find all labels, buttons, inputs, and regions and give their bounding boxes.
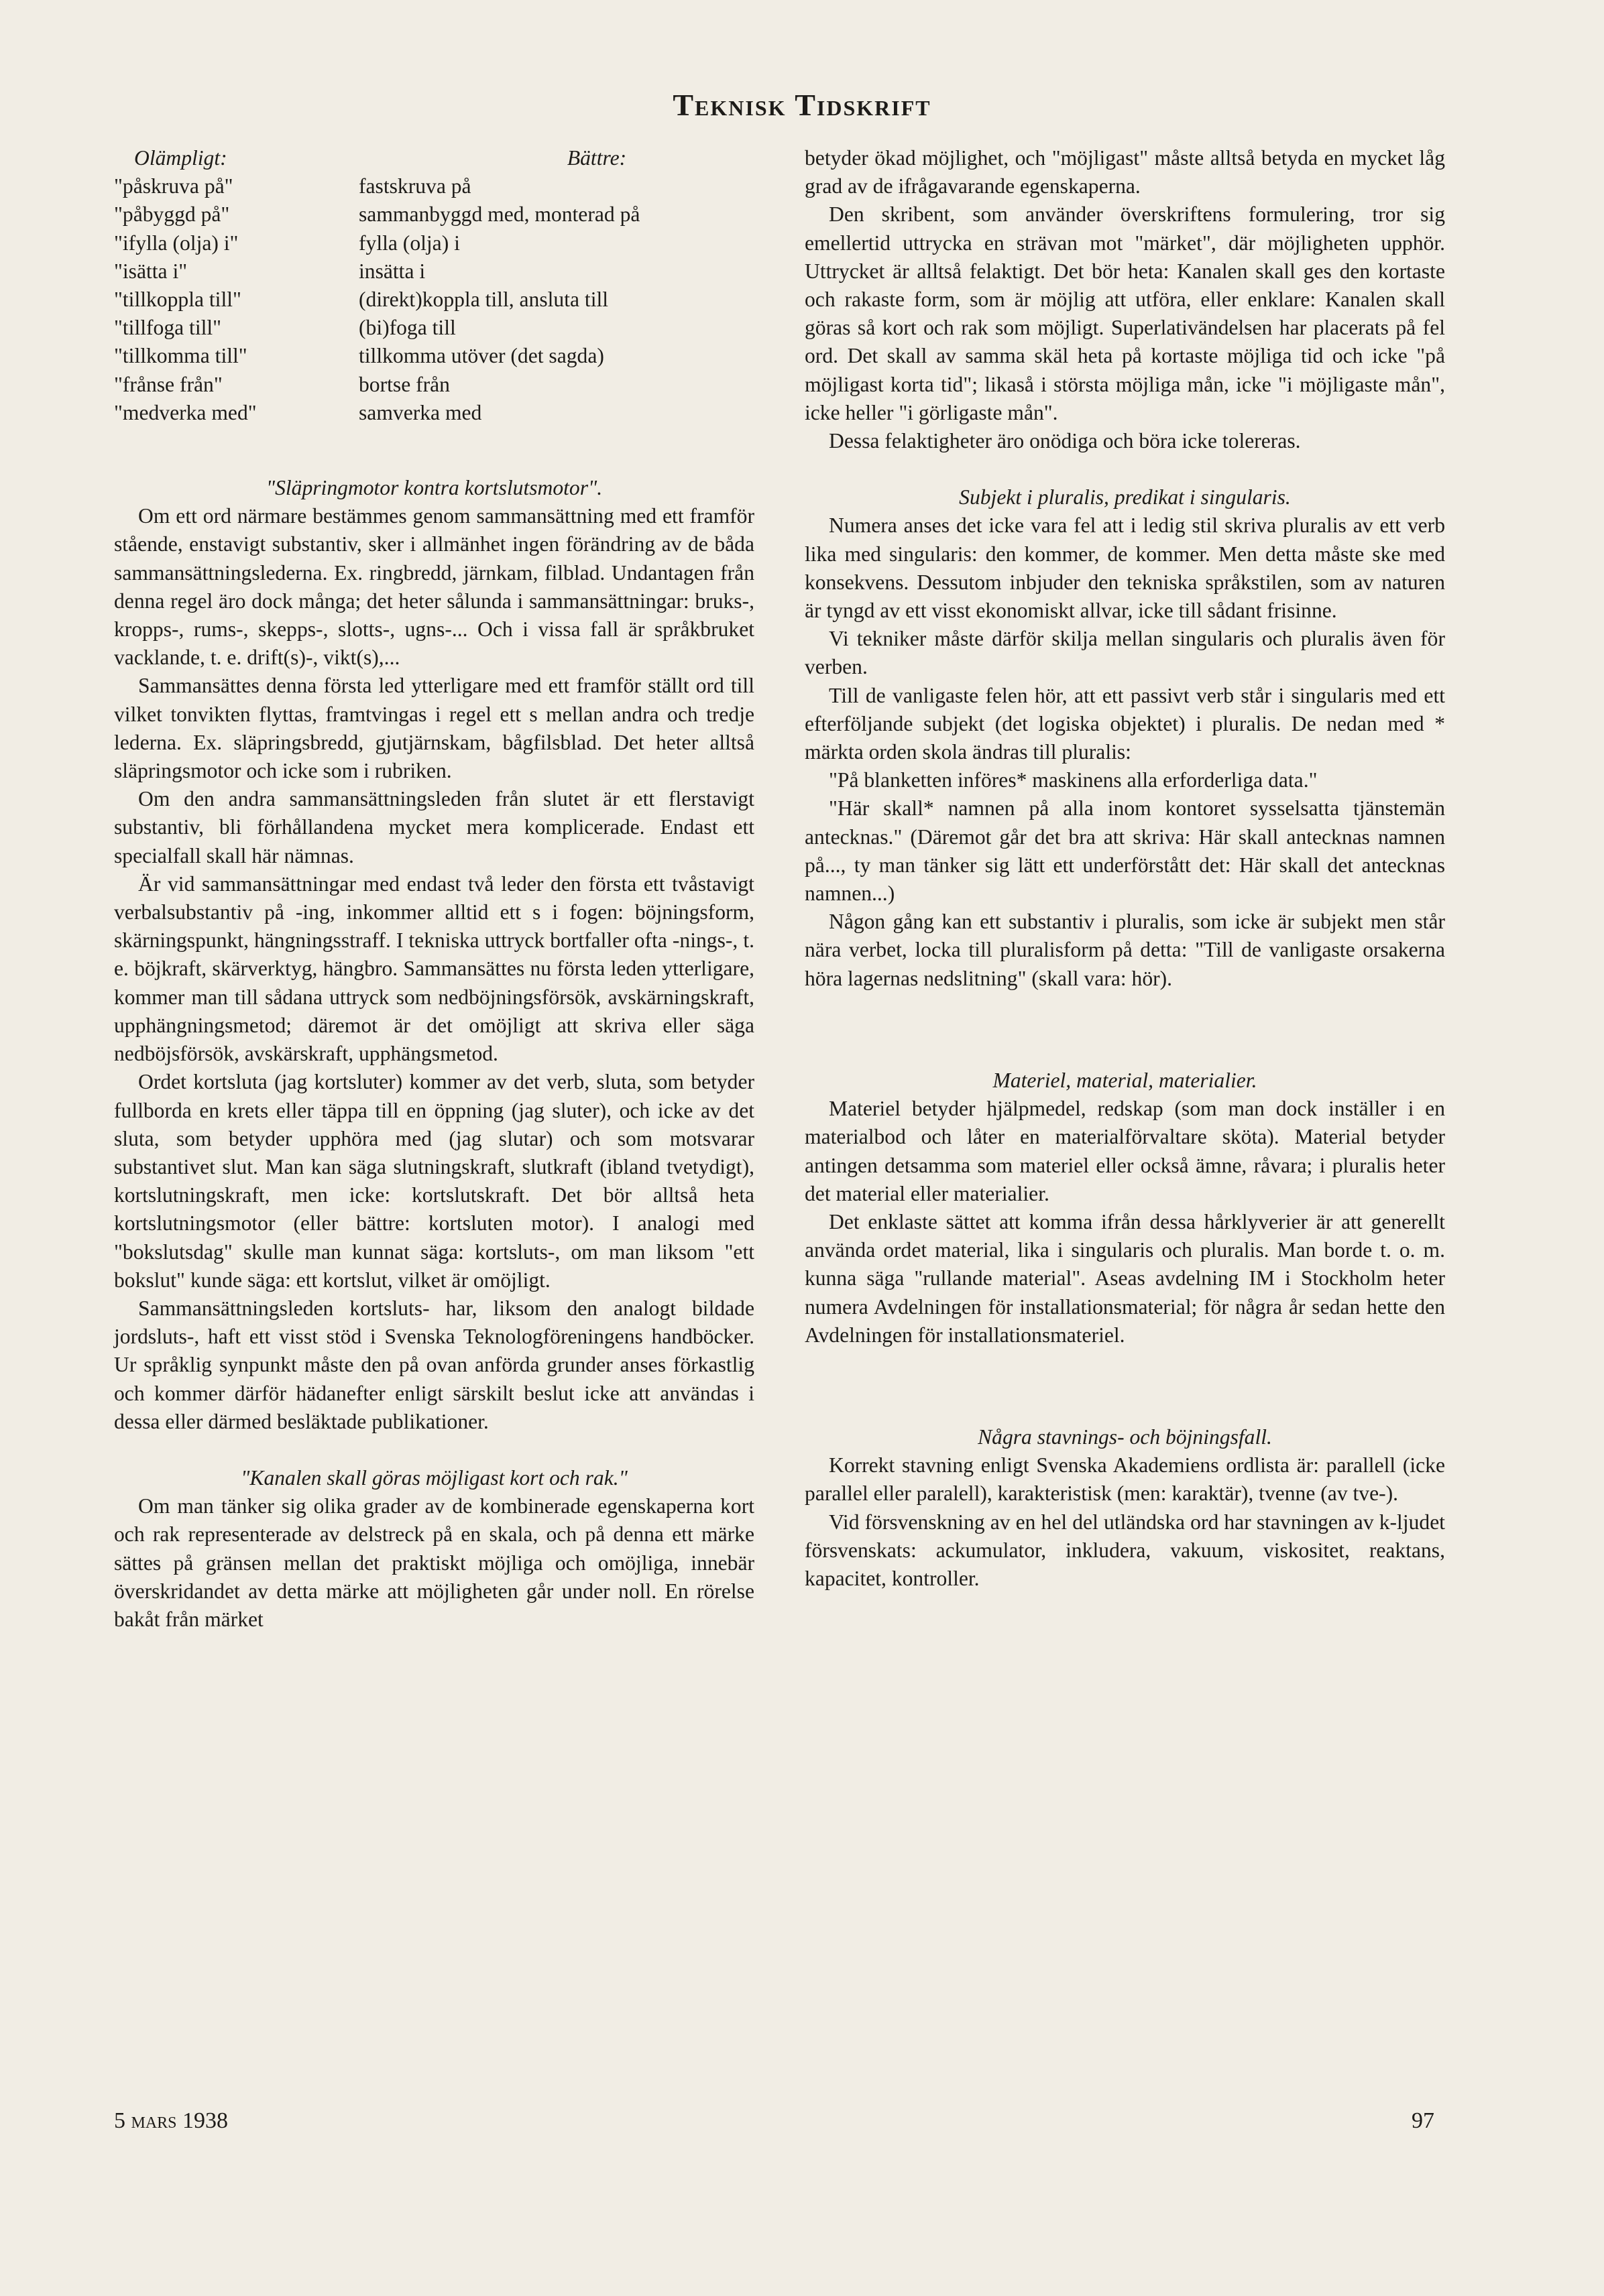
table-cell: insätta i <box>359 259 426 283</box>
table-cell: "påbyggd på" <box>114 202 230 227</box>
table-cell: "tillfoga till" <box>114 316 222 340</box>
paragraph: Ordet kortsluta (jag kortsluter) kommer av det verb, sluta, som betyder fullborda en krets eller täppa till en öppning (jag sluter), och icke av det sluta, som betyder upphöra med (jag slutar) och som motsvarar substantivet slut. Man kan säga slutningskraft, slutkraft (ibland tvetydigt), kortslutningskraft, men icke: kortslutskraft. Det bör alltså heta kortslutningsmotor (eller bättre: kortsluten motor). I analogi med "bokslutsdag" skulle man kunnat säga: kortsluts-, om man liksom "ett bokslut" kunde säga: ett kortslut, vilket är omöjligt. <box>114 1070 754 1292</box>
paragraph: Sammansättningsleden kortsluts- har, liksom den analogt bildade jordsluts-, haft ett visst stöd i Svenska Teknologföreningens handböcker. Ur språklig synpunkt måste den på ovan anförda grunder anses förkastlig och kommer därför hädanefter enligt särskilt beslut icke att användas i dessa eller därmed besläktade publikationer. <box>114 1296 754 1433</box>
footer-date: 5 mars 1938 <box>114 2108 229 2133</box>
section-title: "Kanalen skall göras möjligast kort och rak." <box>241 1465 628 1490</box>
journal-header: Teknisk Tidskrift <box>673 88 931 122</box>
table-cell: "medverka med" <box>114 400 257 424</box>
table-cell: fylla (olja) i <box>359 231 460 255</box>
paragraph: Om den andra sammansättningsleden från slutet är ett flerstavigt substantiv, bli förhållandena mycket mera komplicerade. Endast ett specialfall skall här nämnas. <box>114 787 754 867</box>
paragraph: Det enklaste sättet att komma ifrån dessa hårklyverier är att generellt använda ordet material, lika i singularis och pluralis. Man borde t. o. m. kunna säga "rullande material". Aseas avdelning IM i Stockholm heter numera Avdelningen för installationsmaterial; för några år sedan hette den Avdelningen för installationsmateriel. <box>805 1209 1445 1347</box>
table-cell: sammanbyggd med, monterad på <box>359 202 640 227</box>
table-cell: bortse från <box>359 372 450 396</box>
paragraph: "Här skall* namnen på alla inom kontoret sysselsatta tjänstemän antecknas." (Däremot går det bra att skriva: Här skall antecknas namnen på..., ty man tänker sig lätt ett underförstått det: Här skall det antecknas namnen...) <box>805 796 1445 906</box>
paragraph: betyder ökad möjlighet, och "möjligast" måste alltså betyda en mycket låg grad av de ifrågavarande egenskaperna. <box>805 146 1445 198</box>
table-header-unsuitable: Olämpligt: <box>134 146 227 170</box>
table-cell: "ifylla (olja) i" <box>114 231 239 255</box>
page-number: 97 <box>1412 2108 1434 2133</box>
table-cell: (bi)foga till <box>359 316 456 340</box>
paragraph: Den skribent, som använder överskriftens formulering, tror sig emellertid uttrycka en strävan mot "märket", där möjligheten upphör. Uttrycket är alltså felaktigt. Det bör heta: Kanalen skall ges den kortaste och rakaste form, som är möjlig att utföra, eller enklare: Kanalen skall göras så kort och rak som möjligt. Superlativändelsen har placerats på fel ord. Det skall av samma skäl heta på kortaste möjliga tid och icke "på möjligast korta tid"; likaså i största möjliga mån, icke "i möjligaste mån", icke heller "i görligaste mån". <box>805 202 1445 424</box>
table-cell: "tillkomma till" <box>114 344 247 368</box>
table-cell: "isätta i" <box>114 259 188 283</box>
paragraph: Någon gång kan ett substantiv i pluralis, som icke är subjekt men står nära verbet, locka till pluralisform på detta: "Till de vanligaste orsakerna höra lagernas nedslitning" (skall vara: hör). <box>805 910 1445 990</box>
table-cell: "tillkoppla till" <box>114 288 241 312</box>
paragraph: Korrekt stavning enligt Svenska Akademiens ordlista är: parallell (icke parallel eller paralell), karakteristisk (men: karaktär), tvenne (av tve-). <box>805 1453 1445 1506</box>
section-title: Materiel, material, materialier. <box>992 1068 1257 1092</box>
paragraph: Numera anses det icke vara fel att i ledig stil skriva pluralis av ett verb lika med singularis: den kommer, de kommer. Men detta måste ske med konsekvens. Dessutom inbjuder den tekniska språkstilen, som av naturen är tyngd av ett visst ekonomiskt allvar, icke till sådant frisinne. <box>805 513 1445 623</box>
table-header-better: Bättre: <box>567 146 627 170</box>
paragraph: Är vid sammansättningar med endast två leder den första ett tvåstavigt verbalsubstantiv på -ing, inkommer alltid ett s i fogen: böjningsform, skärningspunkt, hängningsstraff. I tekniska uttryck bortfaller ofta -nings-, t. e. böjkraft, skärverktyg, hängbro. Sammansättes nu första leden ytterligare, kommer man till sådana uttryck som nedböjningsförsök, avskärningskraft, upphängningsmetod; däremot är det omöjligt att skriva eller säga nedböjsförsök, avskärskraft, upphängsmetod. <box>114 871 754 1066</box>
paragraph: Vi tekniker måste därför skilja mellan singularis och pluralis även för verben. <box>805 627 1445 679</box>
paragraph: Dessa felaktigheter äro onödiga och böra icke tolereras. <box>829 429 1301 453</box>
paragraph: Materiel betyder hjälpmedel, redskap (som man dock inställer i en materialbod och låter en materialförvaltare sköta). Material betyder antingen detsamma som materiel eller också ämne, råvara; i pluralis heter det material eller materialier. <box>805 1097 1445 1205</box>
table-cell: "frånse från" <box>114 372 223 396</box>
paragraph: Sammansättes denna första led ytterligare med ett framför ställt ord till vilket tonvikten flyttas, framtvingas i regel ett s mellan andra och tredje lederna. Ex. släpringsbredd, gjutjärnskam, bågfilsblad. Det heter alltså släpringsmotor och icke som i rubriken. <box>114 674 754 783</box>
word-comparison-table <box>114 144 754 427</box>
table-cell: tillkomma utöver (det sagda) <box>359 344 604 368</box>
table-cell: (direkt)koppla till, ansluta till <box>359 288 609 312</box>
paragraph: Om man tänker sig olika grader av de kombinerade egenskaperna kort och rak representerade av delstreck på en skala, och på denna ett märke sättes på gränsen mellan det praktiskt möjliga och omöjliga, innebär överskridandet av detta märke att möjligheten går under noll. En rörelse bakåt från märket <box>114 1494 754 1631</box>
paragraph: Om ett ord närmare bestämmes genom sammansättning med ett framför stående, enstavigt substantiv, sker i allmänhet ingen förändring av de båda sammansättningslederna. Ex. ringbredd, järnkam, filblad. Undantagen från denna regel äro dock många; det heter sålunda i sammansättningar: bruks-, kropps-, rums-, skepps-, slotts-, ugns-... Och i vissa fall är språkbruket vacklande, t. e. drift(s)-, vikt(s),... <box>114 504 754 670</box>
section-title: Några stavnings- och böjningsfall. <box>978 1425 1272 1449</box>
left-column <box>114 144 754 1634</box>
paragraph: Vid försvenskning av en hel del utländska ord har stavningen av k-ljudet försvenskats: ackumulator, inkludera, vakuum, viskositet, reaktans, kapacitet, kontroller. <box>805 1510 1445 1590</box>
paragraph: "På blanketten införes* maskinens alla erforderliga data." <box>829 768 1318 792</box>
table-cell: samverka med <box>359 400 482 424</box>
paragraph: Till de vanligaste felen hör, att ett passivt verb står i singularis med ett efterföljande subjekt (det logiska objektet) i pluralis. De nedan med * märkta orden skola ändras till pluralis: <box>805 683 1445 764</box>
table-cell: "påskruva på" <box>114 174 233 198</box>
table-cell: fastskruva på <box>359 174 471 198</box>
section-title: Subjekt i pluralis, predikat i singularis. <box>959 485 1291 509</box>
right-column <box>805 144 1445 1593</box>
section-title: "Släpringmotor kontra kortslutsmotor". <box>266 476 603 500</box>
